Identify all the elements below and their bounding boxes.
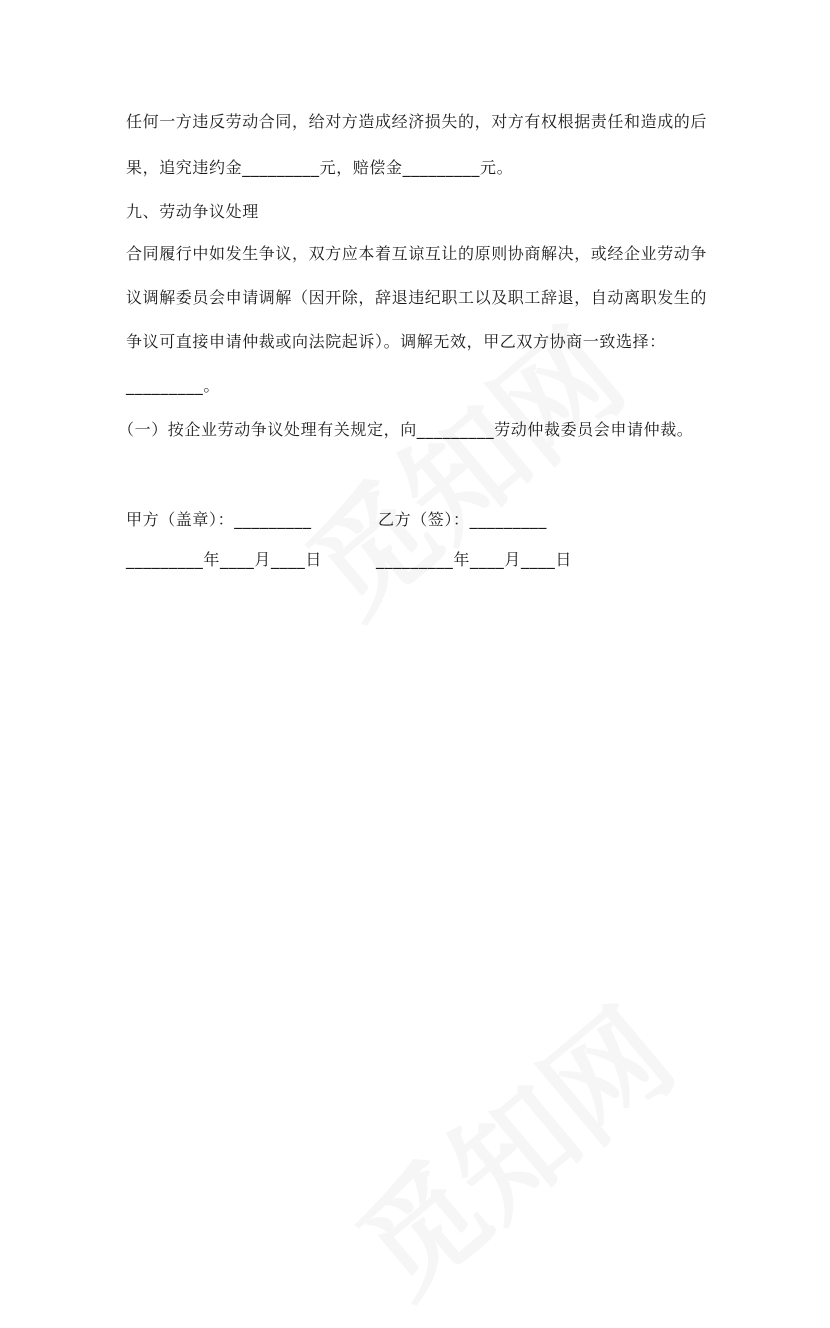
paragraph-line: 争议可直接申请仲裁或向法院起诉）。调解无效，甲乙双方协商一致选择： <box>126 332 666 351</box>
party-a-date: _________年____月____日 <box>126 550 322 569</box>
paragraph-line: _________。 <box>126 376 220 395</box>
paragraph-line: 议调解委员会申请调解（因开除，辞退违纪职工以及职工辞退，自动离职发生的 <box>126 288 708 307</box>
paragraph-line: 合同履行中如发生争议，双方应本着互谅互让的原则协商解决，或经企业劳动争 <box>126 244 708 263</box>
party-b-date: _________年____月____日 <box>376 550 572 569</box>
party-b-signature: 乙方（签）：_________ <box>378 510 548 529</box>
paragraph-line: 任何一方违反劳动合同，给对方造成经济损失的，对方有权根据责任和造成的后 <box>126 112 708 131</box>
clause-line: （一）按企业劳动争议处理有关规定，向_________劳动仲裁委员会申请仲裁。 <box>118 420 694 439</box>
section-heading: 九、劳动争议处理 <box>126 202 259 221</box>
party-a-signature: 甲方（盖章）：_________ <box>126 510 312 529</box>
paragraph-line: 果，追究违约金_________元，赔偿金_________元。 <box>126 158 514 177</box>
watermark <box>317 964 703 1327</box>
